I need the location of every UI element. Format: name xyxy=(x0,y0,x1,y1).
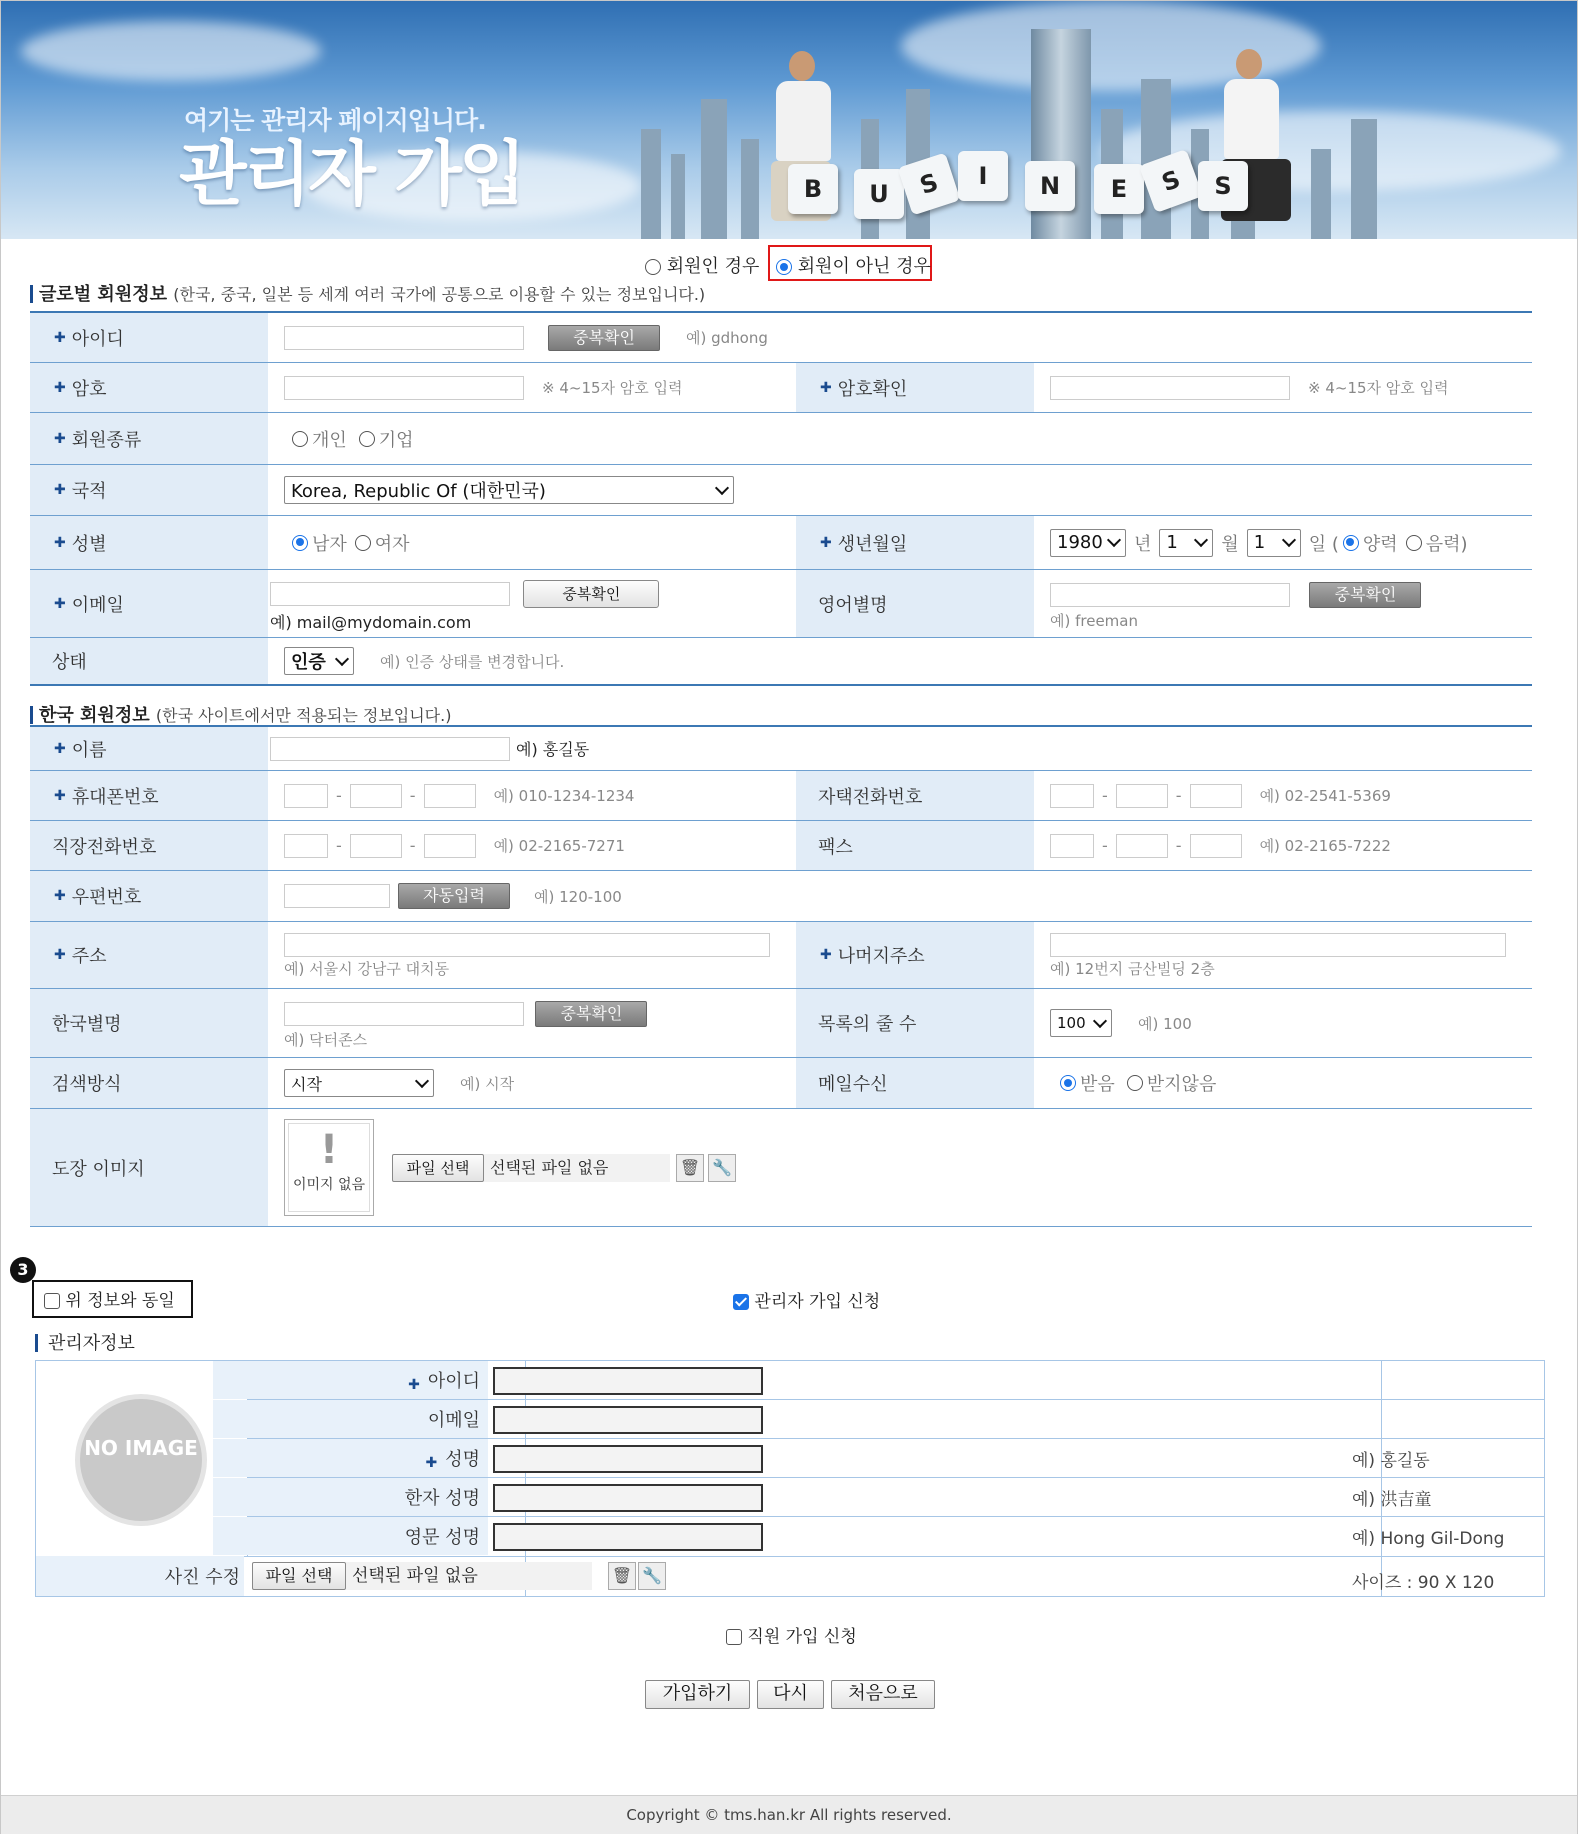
english-nick-duplicate-check-button[interactable]: 중복확인 xyxy=(1309,582,1421,608)
same-as-above-option[interactable] xyxy=(32,1280,193,1318)
wrench-icon[interactable]: 🔧 xyxy=(708,1154,736,1182)
address-input[interactable] xyxy=(284,933,770,957)
header-banner xyxy=(1,1,1577,239)
join-button[interactable]: 가입하기 xyxy=(645,1680,750,1709)
english-nick-example: 예) freeman xyxy=(1050,612,1138,630)
home-phone-part3-input[interactable] xyxy=(1190,784,1242,808)
work-phone-part1-input[interactable] xyxy=(284,834,328,858)
row-id xyxy=(30,313,1532,363)
work-phone-part3-input[interactable] xyxy=(424,834,476,858)
id-example: 예) gdhong xyxy=(686,329,768,347)
cube-letter: U xyxy=(854,169,904,219)
label-status: 상태 xyxy=(30,638,268,684)
radio-member[interactable] xyxy=(645,259,661,275)
admin-apply-checkbox[interactable] xyxy=(733,1294,749,1310)
work-phone-example: 예) 02-2165-7271 xyxy=(493,837,625,855)
radio-male[interactable] xyxy=(292,535,308,551)
list-rows-example: 예) 100 xyxy=(1138,1014,1192,1033)
fax-part2-input[interactable] xyxy=(1116,834,1168,858)
row-search-mode xyxy=(30,1058,1532,1109)
work-phone-part2-input[interactable] xyxy=(350,834,402,858)
admin-hanja-name-example: 예) 洪吉童 xyxy=(1352,1490,1432,1510)
row-gender-birth xyxy=(30,516,1532,570)
no-image-avatar: NO IMAGE xyxy=(80,1399,202,1521)
stamp-image-placeholder xyxy=(284,1119,374,1216)
same-as-above-label: 위 정보와 동일 xyxy=(65,1291,175,1311)
admin-name-input[interactable] xyxy=(493,1445,763,1473)
mobile-part2-input[interactable] xyxy=(350,784,402,808)
label-search-mode: 검색방식 xyxy=(30,1058,268,1108)
cube-letter: B xyxy=(788,164,838,214)
radio-member-label: 회원인 경우 xyxy=(666,256,760,277)
korea-section-title: 한국 회원정보 (한국 사이트에서만 적용되는 정보입니다.) xyxy=(30,701,451,727)
row-member-kind xyxy=(30,413,1532,465)
global-section-title: 글로벌 회원정보 (한국, 중국, 일본 등 세계 여러 국가에 공통으로 이용할 수 있는 정보입니다.) xyxy=(30,280,705,306)
radio-individual[interactable] xyxy=(292,431,308,447)
global-info-table xyxy=(30,311,1532,686)
address-rest-example: 예) 12번지 금산빌딩 2층 xyxy=(1050,960,1215,978)
name-input[interactable] xyxy=(270,737,510,761)
staff-apply-checkbox[interactable] xyxy=(726,1629,742,1645)
row-zip xyxy=(30,871,1532,922)
list-rows-select[interactable]: 100 xyxy=(1050,1009,1112,1037)
label-mail-receive: 메일수신 xyxy=(796,1058,1034,1108)
label-name: ✚ 이름 xyxy=(30,727,268,770)
korea-info-table xyxy=(30,725,1532,1227)
label-password: ✚ 암호 xyxy=(30,363,268,412)
password-hint: ※ 4~15자 암호 입력 xyxy=(542,379,683,397)
name-example: 예) 홍길동 xyxy=(516,740,590,759)
radio-mail-receive-yes-label: 받음 xyxy=(1080,1074,1115,1095)
admin-section-title: 관리자정보 xyxy=(35,1329,135,1355)
radio-company-label: 기업 xyxy=(378,429,414,451)
search-mode-example: 예) 시작 xyxy=(460,1074,515,1093)
footer-copyright: Copyright © tms.han.kr All rights reserved. xyxy=(1,1795,1577,1834)
staff-apply-option[interactable] xyxy=(726,1622,857,1647)
cube-letter: S xyxy=(897,152,960,215)
korean-nick-example: 예) 닥터존스 xyxy=(284,1031,368,1049)
radio-lunar[interactable] xyxy=(1406,535,1422,551)
admin-email-input[interactable] xyxy=(493,1406,763,1434)
radio-female-label: 여자 xyxy=(374,533,410,555)
label-birth: ✚ 생년월일 xyxy=(796,516,1034,569)
home-phone-example: 예) 02-2541-5369 xyxy=(1259,787,1391,805)
no-image-label: 이미지 없음 xyxy=(292,1177,366,1193)
label-nationality: ✚ 국적 xyxy=(30,465,268,515)
row-nationality xyxy=(30,465,1532,516)
cube-letter: S xyxy=(1139,149,1203,213)
password-input[interactable] xyxy=(284,376,524,400)
password-confirm-input[interactable] xyxy=(1050,376,1290,400)
fax-part1-input[interactable] xyxy=(1050,834,1094,858)
label-english-nick: 영어별명 xyxy=(796,570,1034,637)
password-confirm-hint: ※ 4~15자 암호 입력 xyxy=(1308,379,1449,397)
global-section-desc: (한국, 중국, 일본 등 세계 여러 국가에 공통으로 이용할 수 있는 정보입니다.) xyxy=(173,285,706,304)
radio-nonmember[interactable] xyxy=(776,259,792,275)
home-phone-part1-input[interactable] xyxy=(1050,784,1094,808)
cube-letter: N xyxy=(1025,161,1075,211)
label-zip: ✚ 우편번호 xyxy=(30,871,268,921)
label-gender: ✚ 성별 xyxy=(30,516,268,569)
id-input[interactable] xyxy=(284,326,524,350)
month-unit: 월 xyxy=(1221,533,1239,555)
label-work-phone: 직장전화번호 xyxy=(30,821,268,870)
korean-nick-input[interactable] xyxy=(284,1002,524,1026)
email-duplicate-check-button[interactable]: 중복확인 xyxy=(523,580,659,608)
row-address xyxy=(30,922,1532,989)
mobile-example: 예) 010-1234-1234 xyxy=(493,787,635,805)
radio-mail-receive-yes[interactable] xyxy=(1060,1075,1076,1091)
row-work-phone: 직장전화번호 - - 예) 02-2165-7271 팩스 - - 예) 02-2165-7222 xyxy=(30,821,1532,871)
trash-icon[interactable]: 🗑 xyxy=(608,1562,636,1590)
admin-label-name: ✚ 성명 xyxy=(213,1439,488,1477)
exclamation-icon: ! xyxy=(319,1127,339,1173)
wrench-icon[interactable]: 🔧 xyxy=(638,1562,666,1590)
label-id: ✚ 아이디 xyxy=(30,313,268,362)
email-example: 예) mail@mydomain.com xyxy=(270,613,472,632)
step-badge: 3 xyxy=(10,1257,36,1283)
fax-part3-input[interactable] xyxy=(1190,834,1242,858)
stamp-file-status: 선택된 파일 없음 xyxy=(484,1154,670,1182)
birth-day-select[interactable]: 1 xyxy=(1247,529,1301,557)
admin-apply-label: 관리자 가입 신청 xyxy=(754,1292,881,1312)
radio-solar[interactable] xyxy=(1343,535,1359,551)
home-phone-part2-input[interactable] xyxy=(1116,784,1168,808)
radio-mail-receive-no[interactable] xyxy=(1127,1075,1143,1091)
admin-apply-option[interactable] xyxy=(733,1287,880,1312)
address-example: 예) 서울시 강남구 대치동 xyxy=(284,960,450,978)
label-mobile: ✚ 휴대폰번호 xyxy=(30,771,268,820)
label-korean-nick: 한국별명 xyxy=(30,989,268,1057)
admin-name-example: 예) 홍길동 xyxy=(1352,1451,1430,1471)
label-address-rest: ✚ 나머지주소 xyxy=(796,922,1034,988)
row-stamp-image xyxy=(30,1109,1532,1227)
address-rest-input[interactable] xyxy=(1050,933,1506,957)
admin-label-id: ✚ 아이디 xyxy=(213,1361,488,1399)
email-input[interactable] xyxy=(270,582,510,606)
korea-section-desc: (한국 사이트에서만 적용되는 정보입니다.) xyxy=(155,706,452,725)
label-list-rows: 목록의 줄 수 xyxy=(796,989,1034,1057)
admin-label-hanja-name: 한자 성명 xyxy=(213,1478,488,1516)
same-as-above-checkbox[interactable] xyxy=(44,1293,60,1309)
radio-female[interactable] xyxy=(355,535,371,551)
row-mobile: ✚ 휴대폰번호 - - 예) 010-1234-1234 자택전화번호 - - 예) 02-2541-5369 xyxy=(30,771,1532,821)
admin-english-name-input[interactable] xyxy=(493,1523,763,1551)
status-select[interactable]: 인증 xyxy=(284,647,354,675)
zip-example: 예) 120-100 xyxy=(534,887,622,906)
radio-mail-receive-no-label: 받지않음 xyxy=(1146,1074,1217,1095)
search-mode-select[interactable]: 시작 xyxy=(284,1069,434,1097)
nationality-select[interactable]: Korea, Republic Of (대한민국) xyxy=(284,476,734,504)
cube-letter: I xyxy=(958,151,1008,201)
reset-button[interactable]: 다시 xyxy=(757,1680,824,1709)
label-address: ✚ 주소 xyxy=(30,922,268,988)
row-status xyxy=(30,638,1532,686)
home-button[interactable]: 처음으로 xyxy=(831,1680,935,1709)
admin-hanja-name-input[interactable] xyxy=(493,1484,763,1512)
zip-auto-fill-button[interactable]: 자동입력 xyxy=(398,883,510,909)
admin-photo-file-status: 선택된 파일 없음 xyxy=(346,1562,592,1590)
status-example: 예) 인증 상태를 변경합니다. xyxy=(380,652,565,671)
birth-year-select[interactable]: 1980 xyxy=(1050,529,1126,557)
staff-apply-label: 직원 가입 신청 xyxy=(747,1627,857,1647)
english-nick-input[interactable] xyxy=(1050,583,1290,607)
radio-individual-label: 개인 xyxy=(312,429,347,451)
admin-label-email: 이메일 xyxy=(213,1400,488,1438)
radio-solar-label: 양력 xyxy=(1362,533,1398,555)
radio-male-label: 남자 xyxy=(312,533,347,555)
admin-label-photo: 사진 수정 xyxy=(36,1556,244,1596)
member-type-option-nonmember[interactable] xyxy=(776,252,931,278)
korean-nick-duplicate-check-button[interactable]: 중복확인 xyxy=(535,1001,647,1027)
member-type-option-member[interactable] xyxy=(645,252,759,278)
row-name xyxy=(30,727,1532,771)
day-unit: 일 ( xyxy=(1308,533,1339,555)
admin-photo-size-hint: 사이즈 : 90 X 120 xyxy=(1352,1573,1495,1593)
birth-month-select[interactable]: 1 xyxy=(1159,529,1213,557)
fax-example: 예) 02-2165-7222 xyxy=(1259,837,1391,855)
cube-letter: E xyxy=(1094,164,1144,214)
label-password-confirm: ✚ 암호확인 xyxy=(796,363,1034,412)
mobile-part3-input[interactable] xyxy=(424,784,476,808)
trash-icon[interactable]: 🗑 xyxy=(676,1154,704,1182)
cube-letter: S xyxy=(1198,161,1248,211)
banner-subtitle: 여기는 관리자 페이지입니다. xyxy=(184,106,486,135)
id-duplicate-check-button[interactable]: 중복확인 xyxy=(548,325,660,351)
admin-english-name-example: 예) Hong Gil-Dong xyxy=(1352,1529,1505,1549)
radio-lunar-label: 음력) xyxy=(1425,533,1468,555)
admin-photo-file-select-button[interactable]: 파일 선택 xyxy=(252,1562,346,1590)
label-email: ✚ 이메일 xyxy=(30,570,268,637)
radio-nonmember-label: 회원이 아닌 경우 xyxy=(797,256,931,277)
banner-title: 관리자 가입 xyxy=(179,133,524,215)
admin-label-english-name: 영문 성명 xyxy=(213,1517,488,1555)
radio-company[interactable] xyxy=(359,431,375,447)
label-home-phone: 자택전화번호 xyxy=(796,771,1034,820)
label-fax: 팩스 xyxy=(796,821,1034,870)
mobile-part1-input[interactable] xyxy=(284,784,328,808)
year-unit: 년 xyxy=(1134,533,1152,555)
row-email xyxy=(30,570,1532,638)
row-korean-nick xyxy=(30,989,1532,1058)
zip-input[interactable] xyxy=(284,884,390,908)
row-password xyxy=(30,363,1532,413)
label-member-kind: ✚ 회원종류 xyxy=(30,413,268,464)
stamp-file-select-button[interactable]: 파일 선택 xyxy=(392,1154,484,1182)
admin-id-input[interactable] xyxy=(493,1367,763,1395)
label-stamp-image: 도장 이미지 xyxy=(30,1109,268,1226)
